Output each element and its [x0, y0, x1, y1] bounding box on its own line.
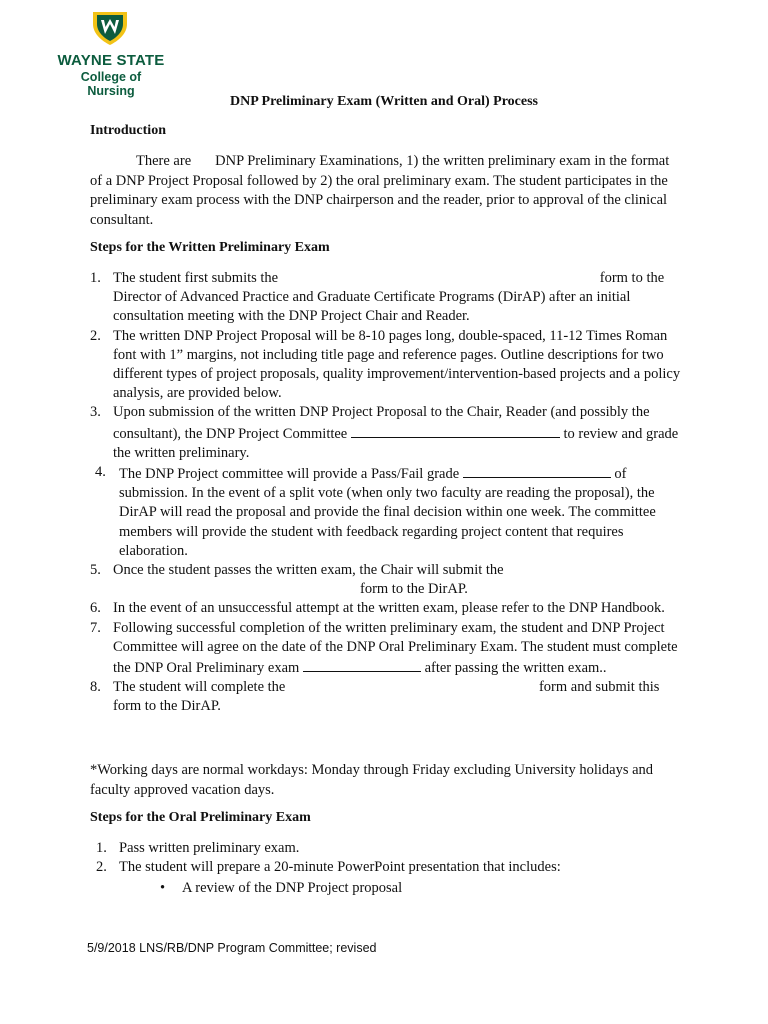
written-step-1: 1. The student first submits the form to the Director of Advanced Practice and Graduate Certificate Programs (DirAP) after an initial consultation meeting with the DNP Project Chair and Reader. [90, 270, 665, 325]
logo-subtitle: College of Nursing [80, 70, 142, 98]
written-step-6: 6. In the event of an unsuccessful attempt at the written exam, please refer to the DNP Handbook. [90, 600, 665, 617]
written-step-7: 7. Following successful completion of the written preliminary exam, the student and DNP Project Committee will agree on the date of the DNP Oral Preliminary Exam. The student must complete the DNP Oral Preliminary exam after passing the written exam.. [90, 619, 678, 677]
written-step-8: 8. The student will complete the form and submit this form to the DirAP. [90, 679, 660, 715]
logo-name: WAYNE STATE [57, 52, 165, 69]
bullet-icon: • [160, 880, 166, 896]
blank-underline [351, 423, 560, 438]
intro-heading: Introduction [90, 123, 166, 138]
oral-steps-heading: Steps for the Oral Preliminary Exam [90, 810, 311, 825]
blank-underline [303, 657, 421, 672]
wayne-state-logo [56, 10, 176, 98]
intro-start: There are [136, 153, 192, 169]
page-footer: 5/9/2018 LNS/RB/DNP Program Committee; revised [87, 941, 377, 955]
oral-bullet-item: • A review of the DNP Project proposal [160, 880, 403, 896]
written-step-3: 3. Upon submission of the written DNP Project Proposal to the Chair, Reader (and possibly the consultant), the DNP Project Committee to review and grade the written preliminary. [90, 404, 679, 461]
intro-paragraph [90, 152, 682, 230]
wayne-state-shield-logo-icon [90, 10, 130, 46]
written-steps-list [90, 269, 689, 717]
written-step-4: 4. The DNP Project committee will provide a Pass/Fail grade of submission. In the event of a split vote (when only two faculty are reading the proposal), the DirAP will read the proposal and provide the final decision within one week. The committee members will provide the student with feedback regarding project content that requires elaboration. [95, 464, 656, 559]
written-steps-heading: Steps for the Written Preliminary Exam [90, 240, 330, 255]
written-step-5: 5. Once the student passes the written exam, the Chair will submit the form to the DirAP. [90, 562, 504, 598]
intro-rest: DNP Preliminary Examinations, 1) the written preliminary exam in the format of a DNP Project Proposal followed by 2) the oral preliminary exam. The student participates in the preliminary exam process with the DNP chairperson and the reader, prior to approval of the clinical consultant. [90, 153, 670, 228]
oral-step-1: 1. Pass written preliminary exam. [96, 840, 300, 856]
oral-steps-list [96, 839, 689, 877]
working-days-note: *Working days are normal workdays: Monday through Friday excluding University holidays and faculty approved vacation days. [90, 762, 654, 798]
oral-step-2: 2. The student will prepare a 20-minute PowerPoint presentation that includes: [96, 859, 561, 876]
blank-underline [463, 463, 611, 478]
written-step-2: 2. The written DNP Project Proposal will be 8-10 pages long, double-spaced, 11-12 Times Roman font with 1” margins, not including title page and reference pages. Outline descriptions for two different types of project proposals, quality improvement/intervention-based projects and a policy analysis, are provided below. [90, 327, 681, 402]
document-title: DNP Preliminary Exam (Written and Oral) Process [230, 94, 538, 109]
